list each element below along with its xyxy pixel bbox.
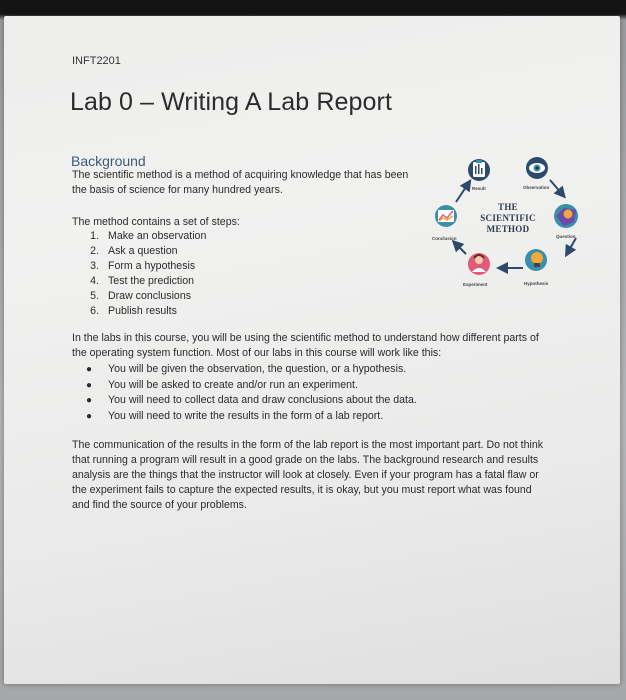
eye-icon xyxy=(526,157,548,179)
arrow-icon xyxy=(568,238,576,252)
list-item: ● You will need to write the results in the form of a lab report. xyxy=(86,409,417,425)
label-experiment: Experiment xyxy=(463,282,488,287)
list-item: 6. Publish results xyxy=(90,305,177,317)
label-observation: Observation xyxy=(523,185,550,190)
list-item: ● You will need to collect data and draw conclusions about the data. xyxy=(86,393,417,409)
arrow-icon xyxy=(456,244,466,254)
list-item: ● You will be asked to create and/or run an experiment. xyxy=(86,378,417,394)
clipboard-icon xyxy=(468,159,490,181)
labs-paragraph: In the labs in this course, you will be using the scientific method to understand how different parts of the operating system function. Most of our labs in this course will work like this: xyxy=(72,332,539,359)
steps-intro: The method contains a set of steps: xyxy=(72,216,240,228)
arrow-icon xyxy=(550,180,562,194)
label-conclusion: Conclusion xyxy=(432,236,457,241)
label-question: Question xyxy=(556,234,576,239)
list-item: ● You will be given the observation, the question, or a hypothesis. xyxy=(86,362,417,378)
bullet-list xyxy=(86,362,417,424)
list-item: 1. Make an observation xyxy=(90,230,207,242)
section-heading: Background xyxy=(71,153,146,169)
list-item: 4. Test the prediction xyxy=(90,275,194,287)
bullet-icon: ● xyxy=(86,410,93,422)
label-hypothesis: Hypothesis xyxy=(524,281,549,286)
bullet-icon: ● xyxy=(86,379,93,391)
label-result: Result xyxy=(472,186,486,191)
course-code: INFT2201 xyxy=(72,55,121,67)
page-title: Lab 0 – Writing A Lab Report xyxy=(70,88,392,116)
question-icon xyxy=(554,204,578,228)
diagram-center-title: THE SCIENTIFIC METHOD xyxy=(480,202,536,234)
list-item: 2. Ask a question xyxy=(90,245,178,257)
lightbulb-icon xyxy=(525,249,547,271)
chart-icon xyxy=(435,205,457,227)
list-item: 5. Draw conclusions xyxy=(90,290,192,302)
arrow-icon xyxy=(456,184,468,202)
bullet-icon: ● xyxy=(86,395,93,406)
steps-list xyxy=(72,229,206,319)
intro-paragraph: The scientific method is a method of acquiring knowledge that has been the basis of science for many hundred years. xyxy=(72,169,409,196)
closing-paragraph: The communication of the results in the form of the lab report is the most important part. Do not think that running a program will result in a good grade on the labs. The background research and results analysis are the things that the instructor will look at closely. Even if your program has a fatal flaw or the experiment fails to capture the expected results, it is okay, but you must report what was found and find the source of your problems. xyxy=(72,439,544,511)
list-item: 3. Form a hypothesis xyxy=(90,260,196,272)
bullet-icon: ● xyxy=(86,364,93,375)
scientific-method-diagram xyxy=(428,150,588,295)
scientist-icon xyxy=(468,253,490,275)
